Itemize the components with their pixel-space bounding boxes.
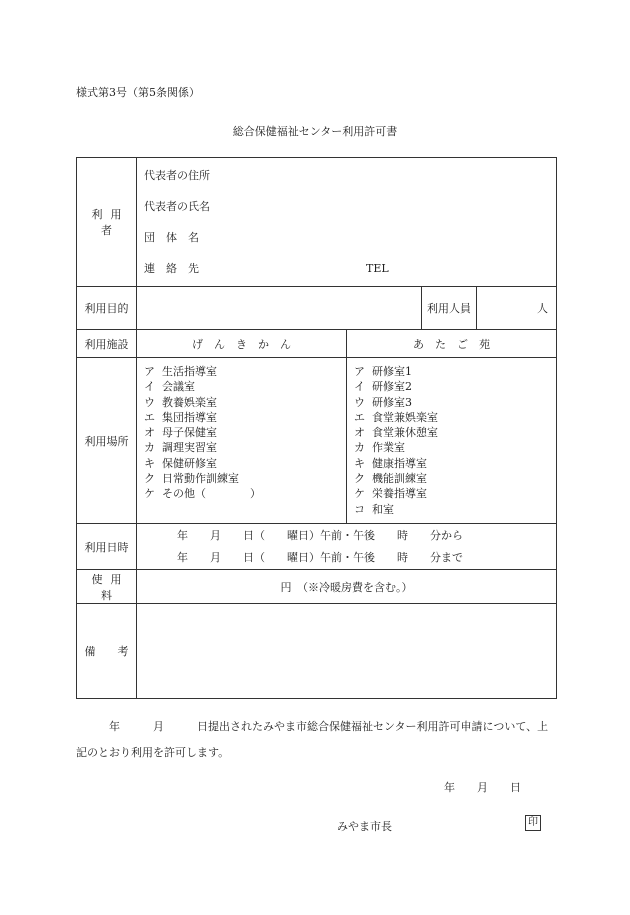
datetime-row [77, 524, 557, 570]
remarks-label: 備 考 [77, 604, 137, 699]
list-item: ア 生活指導室 [144, 365, 217, 378]
people-unit: 人 [477, 287, 557, 330]
approval-statement: 年 月 日提出されたみやま市総合保健福祉センター利用許可申請について、上記のとおり利用を許可します。 [76, 720, 549, 759]
name-label: 代表者の氏名 [144, 200, 210, 213]
list-item: キ 健康指導室 [354, 456, 427, 470]
purpose-row [77, 287, 557, 330]
remarks-row [77, 604, 557, 699]
mayor-title: みやま市長 [337, 820, 392, 833]
fee-row [77, 570, 557, 604]
list-item: エ 食堂兼娯楽室 [354, 410, 438, 424]
facility-row [77, 330, 557, 358]
datetime-label: 利用日時 [77, 524, 137, 570]
fee-label: 使用料 [77, 570, 137, 604]
list-item: コ 和室 [354, 502, 394, 516]
applicant-label: 利用者 [77, 158, 137, 287]
permit-form-table [76, 157, 557, 699]
address-label: 代表者の住所 [144, 169, 210, 182]
purpose-label: 利用目的 [77, 287, 137, 330]
seal-stamp: 印 [525, 815, 541, 831]
applicant-fields [137, 158, 557, 287]
tel-label: TEL [366, 262, 389, 275]
purpose-value[interactable] [137, 287, 422, 330]
genkikan-room-list [137, 358, 347, 524]
datetime-from: 年 月 日（ 曜日）午前・午後 時 分から [177, 528, 463, 542]
people-label: 利用人員 [422, 287, 477, 330]
facility-atagoen: あ た ご 苑 [347, 330, 557, 358]
remarks-value[interactable] [137, 604, 557, 699]
datetime-to: 年 月 日（ 曜日）午前・午後 時 分まで [177, 550, 463, 564]
list-item: イ 研修室2 [354, 380, 412, 394]
list-item: イ 会議室 [144, 380, 195, 394]
list-item: ウ 研修室3 [354, 395, 412, 409]
list-item: カ 作業室 [354, 441, 405, 455]
approval-date: 年 月 日 [444, 781, 521, 794]
list-item: ア 研修室1 [354, 365, 412, 378]
list-item: エ 集団指導室 [144, 410, 217, 424]
list-item: オ 母子保健室 [144, 426, 217, 440]
list-item: カ 調理実習室 [144, 441, 217, 455]
facility-genkikan: げ ん き か ん [137, 330, 347, 358]
contact-line [144, 253, 556, 284]
list-item: ク 日常動作訓練室 [144, 472, 239, 486]
place-row [77, 358, 557, 524]
contact-label: 連 絡 先 [144, 262, 199, 275]
list-item: ケ 栄養指導室 [354, 487, 427, 501]
fee-value: 円 （※冷暖房費を含む。） [137, 570, 557, 604]
list-item: キ 保健研修室 [144, 456, 217, 470]
applicant-row [77, 158, 557, 287]
atagoen-room-list [347, 358, 557, 524]
list-item: ウ 教養娯楽室 [144, 395, 217, 409]
list-item: ケ その他（ ） [144, 487, 261, 501]
group-label: 団 体 名 [144, 231, 199, 244]
list-item: ク 機能訓練室 [354, 472, 427, 486]
datetime-fields [137, 524, 557, 570]
form-number: 様式第3号（第5条関係） [76, 86, 200, 99]
document-title: 総合保健福祉センター利用許可書 [232, 125, 398, 138]
place-label: 利用場所 [77, 358, 137, 524]
list-item: オ 食堂兼休憩室 [354, 426, 438, 440]
facility-label: 利用施設 [77, 330, 137, 358]
